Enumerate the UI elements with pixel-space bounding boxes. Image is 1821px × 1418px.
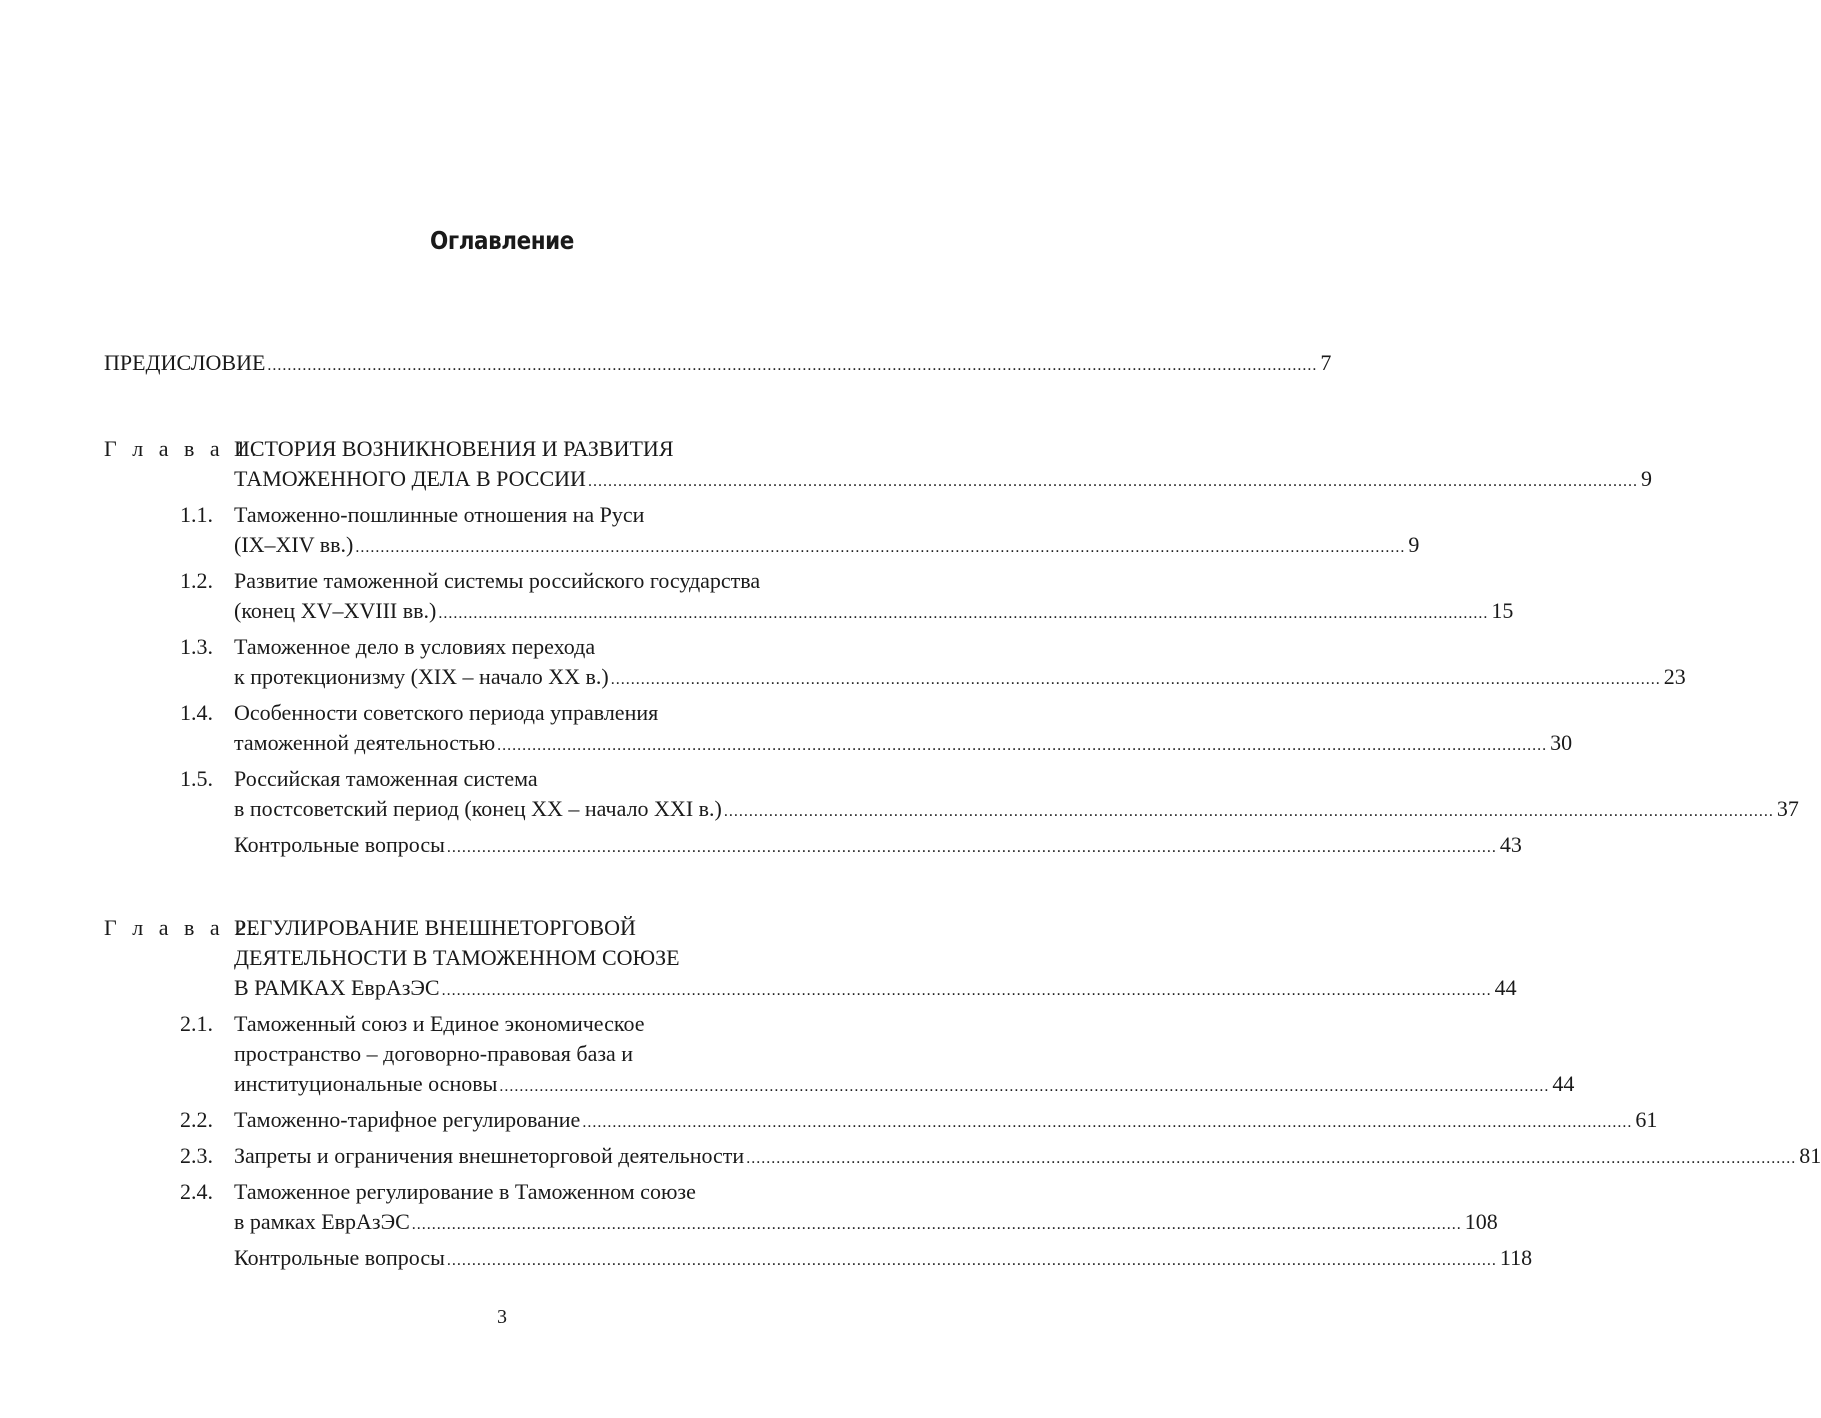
section-title-line[interactable]: Таможенный союз и Единое экономическое xyxy=(234,1011,645,1036)
toc-entry-page: 108 xyxy=(1464,1209,1498,1234)
toc-entry-page: 118 xyxy=(1499,1245,1533,1270)
toc-entry-1-3[interactable] xyxy=(234,662,1686,692)
dot-leader: .................................................................................................................................................................................................................. xyxy=(441,982,1492,999)
toc-entry-label: (конец XV–XVIII вв.) xyxy=(234,598,437,623)
section-title-line[interactable]: Развитие таможенной системы российского государства xyxy=(234,568,761,593)
section-number: 1.2. xyxy=(180,568,213,593)
section-title-line[interactable]: Российская таможенная система xyxy=(234,766,538,791)
dot-leader: .................................................................................................................................................................................................................. xyxy=(746,1150,1797,1167)
section-title-line[interactable]: Особенности советского периода управления xyxy=(234,700,659,725)
chapter-title-line[interactable]: ИСТОРИЯ ВОЗНИКНОВЕНИЯ И РАЗВИТИЯ xyxy=(234,436,674,461)
toc-entry-1-5[interactable] xyxy=(234,794,1799,824)
toc-entry-2-3[interactable] xyxy=(234,1141,1821,1171)
section-title-line[interactable]: Таможенное дело в условиях перехода xyxy=(234,634,596,659)
toc-entry-1-2[interactable] xyxy=(234,596,1514,626)
dot-leader: .................................................................................................................................................................................................................. xyxy=(723,803,1774,820)
section-title-line[interactable]: Таможенно-пошлинные отношения на Руси xyxy=(234,502,645,527)
dot-leader: .................................................................................................................................................................................................................. xyxy=(446,1252,1497,1269)
dot-leader: .................................................................................................................................................................................................................. xyxy=(587,473,1638,490)
section-number: 1.5. xyxy=(180,766,213,791)
section-number: 2.3. xyxy=(180,1143,213,1168)
dot-leader: .................................................................................................................................................................................................................. xyxy=(446,839,1497,856)
toc-entry-label: ТАМОЖЕННОГО ДЕЛА В РОССИИ xyxy=(234,466,586,491)
toc-entry-page: 30 xyxy=(1550,730,1573,755)
toc-entry-questions-1[interactable] xyxy=(234,830,1522,860)
dot-leader: .................................................................................................................................................................................................................. xyxy=(499,1078,1550,1095)
dot-leader: .................................................................................................................................................................................................................. xyxy=(610,671,1661,688)
chapter-title-line[interactable]: ДЕЯТЕЛЬНОСТИ В ТАМОЖЕННОМ СОЮЗЕ xyxy=(234,945,680,970)
dot-leader: .................................................................................................................................................................................................................. xyxy=(582,1114,1633,1131)
section-number: 1.1. xyxy=(180,502,213,527)
dot-leader: .................................................................................................................................................................................................................. xyxy=(267,357,1318,374)
toc-entry-page: 37 xyxy=(1776,796,1799,821)
toc-entry-2-4[interactable] xyxy=(234,1207,1498,1237)
toc-entry-label: Контрольные вопросы xyxy=(234,1245,445,1270)
toc-entry-page: 9 xyxy=(1408,532,1420,557)
toc-entry-page: 43 xyxy=(1499,832,1522,857)
toc-entry-preface[interactable] xyxy=(104,348,1332,378)
chapter-title-line[interactable]: РЕГУЛИРОВАНИЕ ВНЕШНЕТОРГОВОЙ xyxy=(234,915,636,940)
toc-entry-page: 81 xyxy=(1799,1143,1821,1168)
toc-entry-label: институциональные основы xyxy=(234,1071,498,1096)
toc-entry-questions-2[interactable] xyxy=(234,1243,1533,1273)
toc-entry-page: 44 xyxy=(1552,1071,1575,1096)
section-title-line[interactable]: пространство – договорно-правовая база и xyxy=(234,1041,634,1066)
toc-entry-page: 15 xyxy=(1491,598,1514,623)
toc-entry-label: ПРЕДИСЛОВИЕ xyxy=(104,350,266,375)
toc-entry-1-1[interactable] xyxy=(234,530,1420,560)
section-number: 1.4. xyxy=(180,700,213,725)
toc-entry-page: 7 xyxy=(1320,350,1332,375)
dot-leader: .................................................................................................................................................................................................................. xyxy=(497,737,1548,754)
section-number: 1.3. xyxy=(180,634,213,659)
chapter-label: Г л а в а 2. xyxy=(104,915,262,940)
dot-leader: .................................................................................................................................................................................................................. xyxy=(438,605,1489,622)
dot-leader: .................................................................................................................................................................................................................. xyxy=(411,1216,1462,1233)
toc-entry-page: 61 xyxy=(1635,1107,1658,1132)
toc-entry-label: Таможенно-тарифное регулирование xyxy=(234,1107,581,1132)
toc-entry-label: в рамках ЕврАзЭС xyxy=(234,1209,410,1234)
page-title: Оглавление xyxy=(430,226,574,255)
toc-entry-2-1[interactable] xyxy=(234,1069,1575,1099)
toc-entry-page: 9 xyxy=(1640,466,1652,491)
toc-entry-label: Запреты и ограничения внешнеторговой деятельности xyxy=(234,1143,745,1168)
toc-entry-page: 23 xyxy=(1663,664,1686,689)
section-title-line[interactable]: Таможенное регулирование в Таможенном союзе xyxy=(234,1179,696,1204)
toc-entry-label: В РАМКАХ ЕврАзЭС xyxy=(234,975,440,1000)
section-number: 2.1. xyxy=(180,1011,213,1036)
chapter-label: Г л а в а 1. xyxy=(104,436,262,461)
dot-leader: .................................................................................................................................................................................................................. xyxy=(355,539,1406,556)
section-number: 2.4. xyxy=(180,1179,213,1204)
toc-entry-page: 44 xyxy=(1494,975,1517,1000)
page-number: 3 xyxy=(497,1306,507,1328)
toc-entry-chapter-1[interactable] xyxy=(234,464,1652,494)
toc-entry-label: к протекционизму (XIX – начало XX в.) xyxy=(234,664,609,689)
toc-entry-1-4[interactable] xyxy=(234,728,1573,758)
toc-entry-2-2[interactable] xyxy=(234,1105,1658,1135)
section-number: 2.2. xyxy=(180,1107,213,1132)
toc-entry-label: Контрольные вопросы xyxy=(234,832,445,857)
toc-entry-label: таможенной деятельностью xyxy=(234,730,496,755)
toc-entry-label: в постсоветский период (конец XX – начало XXI в.) xyxy=(234,796,722,821)
toc-entry-label: (IX–XIV вв.) xyxy=(234,532,354,557)
toc-entry-chapter-2[interactable] xyxy=(234,973,1517,1003)
